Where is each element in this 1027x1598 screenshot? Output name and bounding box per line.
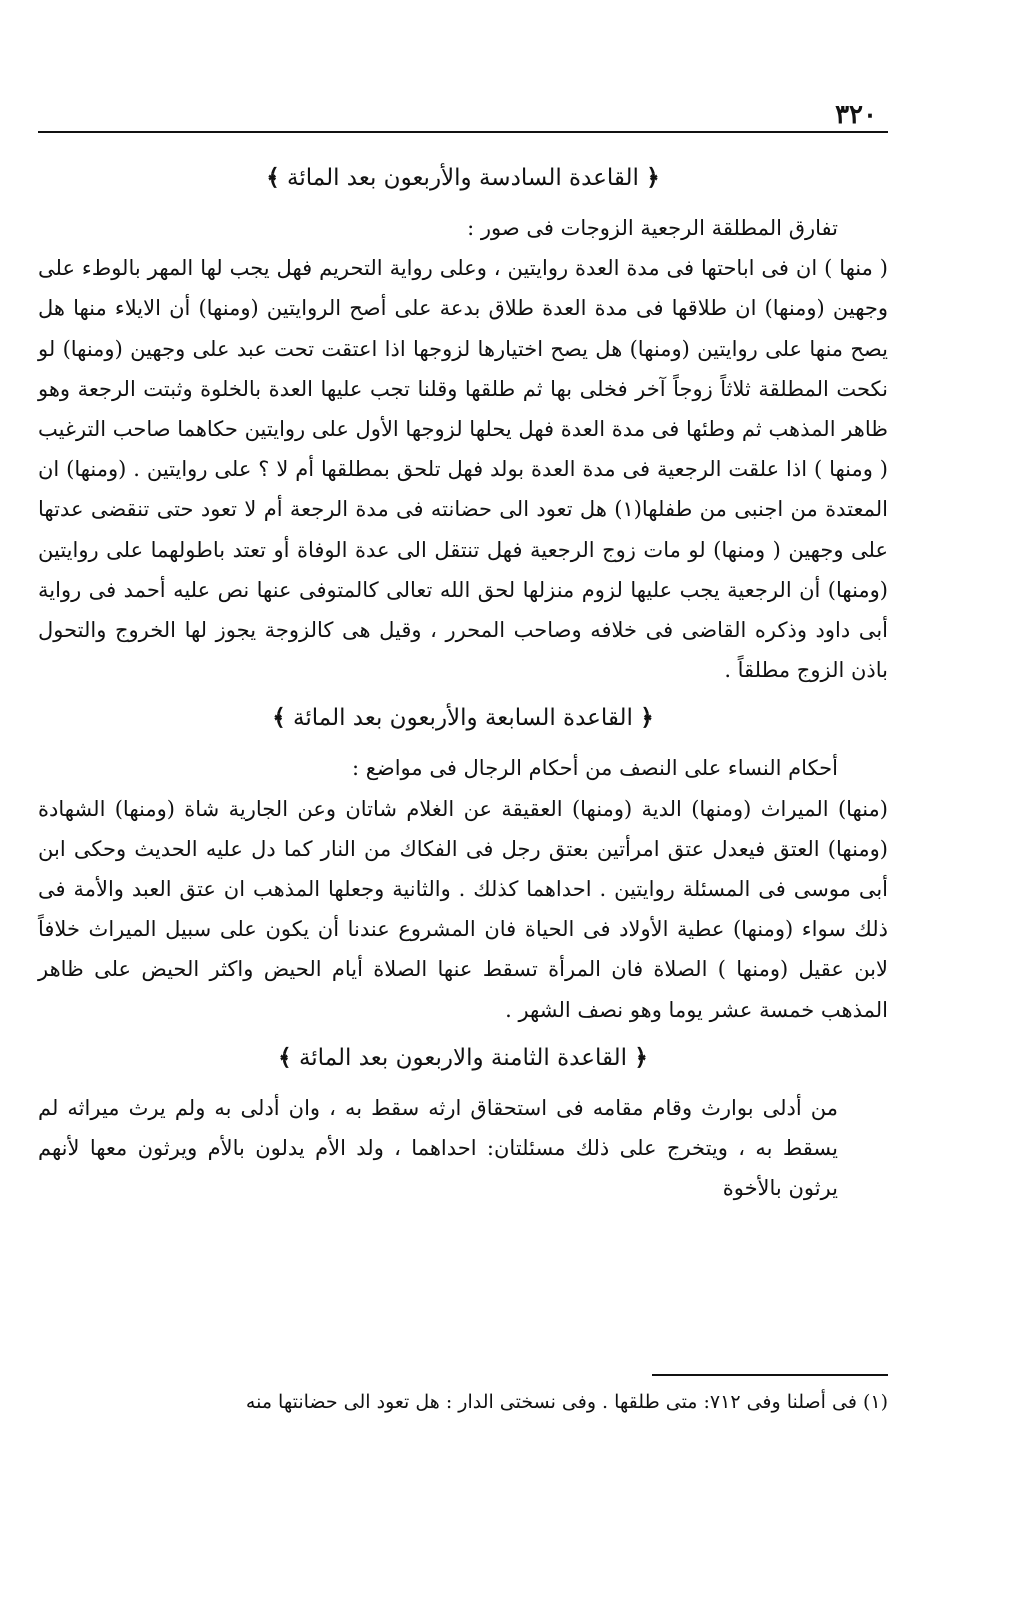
section-heading-147: [38, 698, 888, 738]
heading-text: القاعدة السابعة والأربعون بعد المائة: [293, 705, 633, 732]
section-intro-147: أحكام النساء على النصف من أحكام الرجال فى مواضع :: [351, 756, 838, 781]
section-body-148: من أدلى بوارث وقام مقامه فى استحقاق ارثه سقط به ، وان أدلى به ولم يرث ميراثه لم يسقط به ، ويتخرج على ذلك مسئلتان: احداهما ، ولد الأم يدلون بالأم ويرثون معها لأنهم يرثون بالأخوة: [38, 1095, 838, 1201]
heading-bracket-close: ﴾: [278, 1043, 292, 1071]
header-rule: [38, 131, 888, 133]
section-intro-146: تفارق المطلقة الرجعية الزوجات فى صور :: [467, 216, 838, 240]
footnote-rule: [652, 1374, 888, 1376]
heading-bracket-open: ﴿: [634, 1043, 648, 1071]
page-number: ٣٢٠: [835, 100, 877, 130]
section-heading-146: [38, 158, 888, 198]
heading-bracket-close: ﴾: [272, 704, 286, 732]
footnote: (١) فى أصلنا وفى ٧١٢: متى طلقها . وفى نسختى الدار : هل تعود الى حضانتها منه: [245, 1391, 888, 1413]
heading-bracket-close: ﴾: [266, 164, 280, 191]
heading-bracket-open: ﴿: [646, 164, 660, 191]
heading-bracket-open: ﴿: [640, 704, 654, 732]
heading-text: القاعدة السادسة والأربعون بعد المائة: [287, 165, 639, 191]
section-body-147: (منها) الميراث (ومنها) الدية (ومنها) العقيقة عن الغلام شاتان وعن الجارية شاة (ومنها) الشهادة (ومنها) العتق فيعدل عتق امرأتين بعتق رجل فى الفكاك من النار كما دل عليه الحديث وحكى ابن أبى موسى فى المسئلة روايتين . احداهما كذلك . والثانية وجعلها المذهب ان عتق العبد والأمة فى ذلك سواء (ومنها) عطية الأولاد فى الحياة فان المشروع عندنا أن يكون على سبيل الميراث خلافاً لابن عقيل (ومنها ) الصلاة فان المرأة تسقط عنها الصلاة أيام الحيض واكثر الحيض على ظاهر المذهب خمسة عشر يوما وهو نصف الشهر .: [38, 796, 888, 1022]
section-body-146: ( منها ) ان فى اباحتها فى مدة العدة روايتين ، وعلى رواية التحريم فهل يجب لها المهر بالوطء على وجهين (ومنها) ان طلاقها فى مدة العدة طلاق بدعة على أصح الروايتين (ومنها) أن الايلاء منها هل يصح منها على روايتين (ومنها) هل يصح اختيارها لزوجها اذا اعتقت تحت عبد على وجهين (ومنها) لو نكحت المطلقة ثلاثاً زوجاً آخر فخلى بها ثم طلقها وقلنا تجب عليها العدة بالخلوة وثبتت الرجعة وهو ظاهر المذهب ثم وطئها فى مدة العدة فهل يحلها لزوجها الأول على روايتين حكاهما صاحب الترغيب ( ومنها ) اذا علقت الرجعية فى مدة العدة بولد فهل تلحق بمطلقها أم لا ؟ على روايتين . (ومنها) ان المعتدة من اجنبى من طفلها(١) هل تعود الى حضانته فى مدة الرجعة أم لا تعود حتى تنقضى عدتها على وجهين ( ومنها) لو مات زوج الرجعية فهل تنتقل الى عدة الوفاة أو تعتد باطولهما على روايتين (ومنها) أن الرجعية يجب عليها لزوم منزلها لحق الله تعالى كالمتوفى عنها نص عليه أحمد فى رواية أبى داود وذكره القاضى فى خلافه وصاحب المحرر ، وقيل هى كالزوجة يجوز لها الخروج والتحول باذن الزوج مطلقاً .: [38, 256, 888, 683]
heading-text: القاعدة الثامنة والاربعون بعد المائة: [298, 1044, 628, 1071]
page-content: [38, 150, 888, 1208]
section-heading-148: [38, 1038, 888, 1078]
